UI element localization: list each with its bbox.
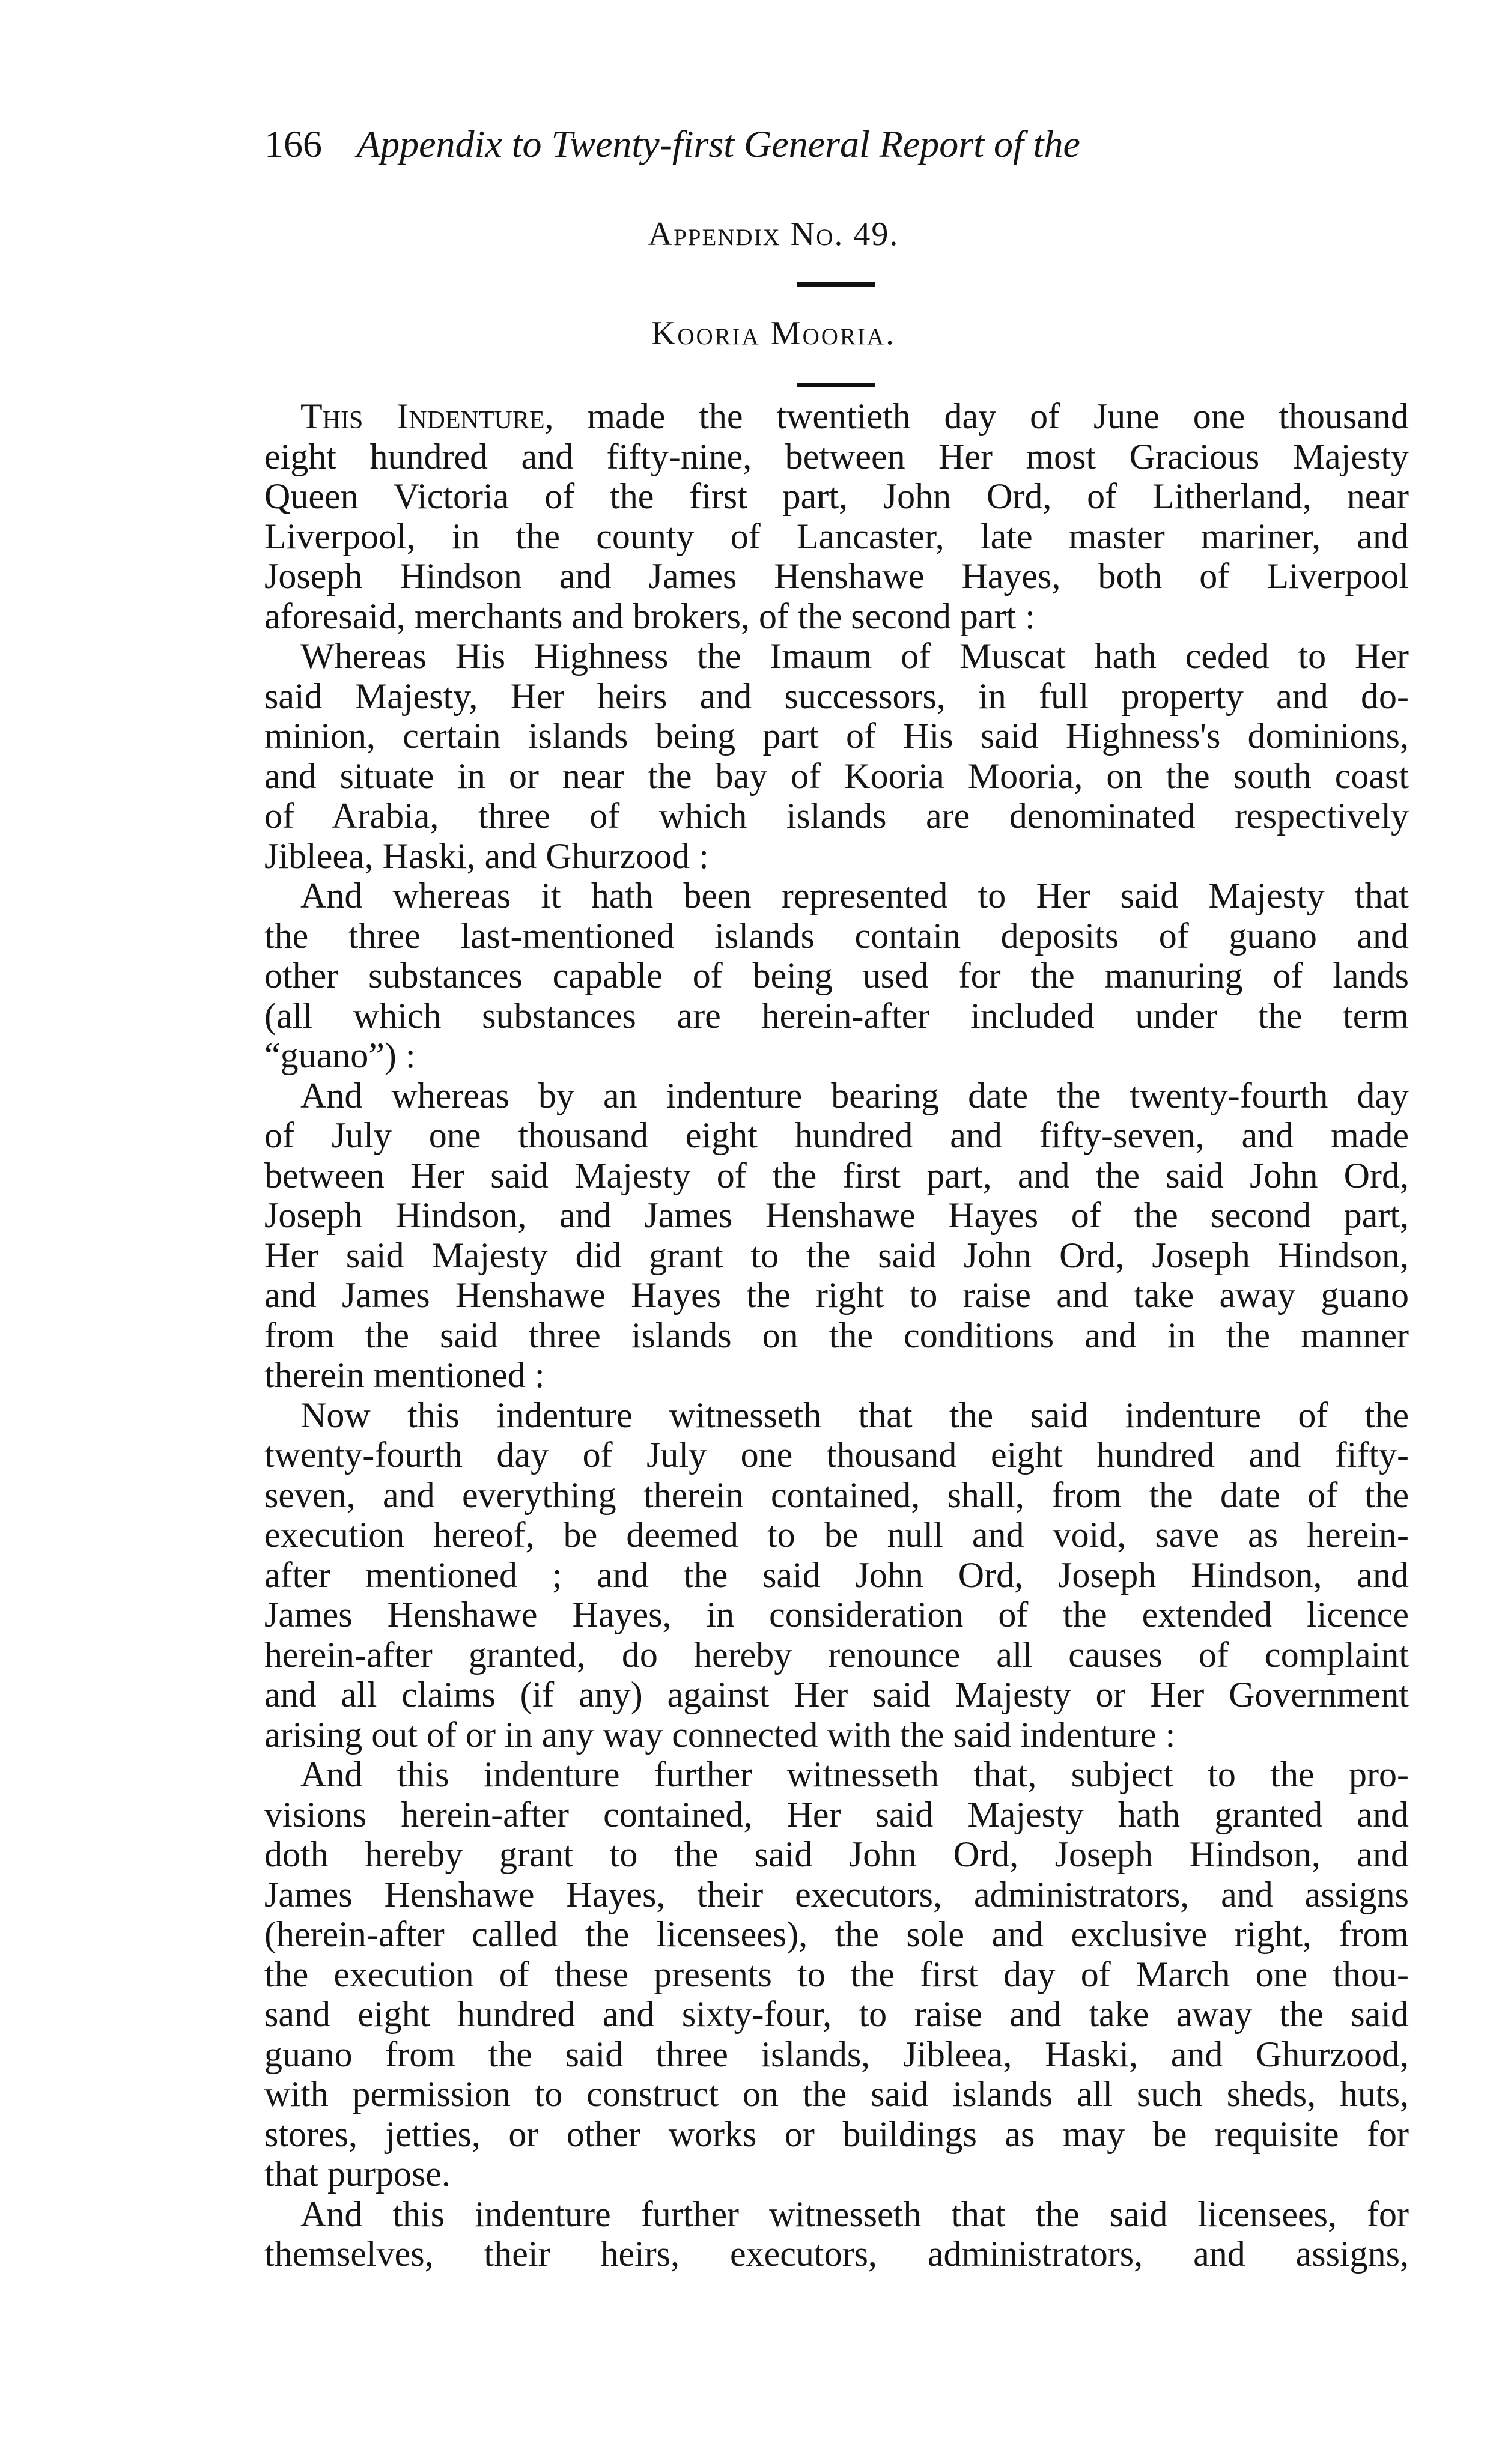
text-line: stores, jetties, or other works or buildings as may be requisite for: [264, 2114, 1409, 2154]
text-line: (herein-after called the licensees), the sole and exclusive right, from: [264, 1914, 1409, 1954]
text-line: therein mentioned :: [264, 1355, 545, 1395]
page-number: 166: [264, 123, 322, 165]
page-header: [264, 117, 1406, 171]
text-line: twenty-fourth day of July one thousand eight hundred and fifty-: [264, 1435, 1409, 1475]
text-line: of July one thousand eight hundred and fifty-seven, and made: [264, 1115, 1409, 1155]
text-line: guano from the said three islands, Jibleea, Haski, and Ghurzood,: [264, 2034, 1409, 2074]
text-line: Liverpool, in the county of Lancaster, late master mariner, and: [264, 516, 1409, 556]
text-line: the execution of these presents to the first day of March one thou-: [264, 1954, 1409, 1994]
text-line: And whereas it hath been represented to Her said Majesty that: [300, 876, 1409, 915]
text-line: eight hundred and fifty-nine, between Her most Gracious Majesty: [264, 436, 1409, 476]
text-line: Her said Majesty did grant to the said John Ord, Joseph Hindson,: [264, 1235, 1409, 1275]
text-line: and all claims (if any) against Her said Majesty or Her Government: [264, 1675, 1409, 1714]
text-line: This Indenture, made the twentieth day of June one thousand: [300, 396, 1409, 436]
text-line: Joseph Hindson and James Henshawe Hayes, both of Liverpool: [264, 556, 1409, 596]
text-line: Joseph Hindson, and James Henshawe Hayes of the second part,: [264, 1195, 1409, 1235]
text-line: sand eight hundred and sixty-four, to raise and take away the said: [264, 1994, 1409, 2034]
text-line: other substances capable of being used for the manuring of lands: [264, 956, 1409, 995]
text-line: of Arabia, three of which islands are denominated respectively: [264, 796, 1409, 836]
text-line: visions herein-after contained, Her said Majesty hath granted and: [264, 1794, 1409, 1834]
text-line: James Henshawe Hayes, in consideration of the extended licence: [264, 1595, 1409, 1634]
text-line: And whereas by an indenture bearing date the twenty-fourth day: [300, 1075, 1409, 1115]
text-line: Whereas His Highness the Imaum of Muscat hath ceded to Her: [300, 636, 1409, 676]
text-line: (all which substances are herein-after included under the term: [264, 995, 1409, 1036]
text-line: Jibleea, Haski, and Ghurzood :: [264, 836, 709, 876]
section-title: Kooria Mooria.: [651, 315, 896, 352]
text-line: Now this indenture witnesseth that the said indenture of the: [300, 1395, 1409, 1435]
section-rule: [797, 383, 875, 387]
text-line: seven, and everything therein contained, shall, from the date of the: [264, 1475, 1409, 1515]
text-line: And this indenture further witnesseth that the said licensees, for: [300, 2194, 1409, 2234]
text-line: “guano”) :: [264, 1036, 416, 1075]
text-line: minion, certain islands being part of His said Highness's dominions,: [264, 716, 1409, 756]
text-line: said Majesty, Her heirs and successors, in full property and do-: [264, 676, 1409, 716]
text-line: the three last-mentioned islands contain deposits of guano and: [264, 915, 1409, 956]
text-line: arising out of or in any way connected with the said indenture :: [264, 1714, 1176, 1755]
text-line: And this indenture further witnesseth that, subject to the pro-: [300, 1755, 1409, 1794]
text-line: James Henshawe Hayes, their executors, administrators, and assigns: [264, 1874, 1409, 1914]
text-line: themselves, their heirs, executors, administrators, and assigns,: [264, 2234, 1409, 2274]
text-line: that purpose.: [264, 2154, 451, 2194]
text-line: Queen Victoria of the first part, John Ord, of Litherland, near: [264, 476, 1409, 516]
appendix-title: Appendix No. 49.: [648, 216, 899, 253]
running-title: Appendix to Twenty-first General Report of the: [357, 123, 1080, 165]
text-line: execution hereof, be deemed to be null and void, save as herein-: [264, 1515, 1409, 1555]
title-rule: [797, 282, 875, 287]
text-line: from the said three islands on the conditions and in the manner: [264, 1315, 1409, 1355]
text-line: doth hereby grant to the said John Ord, Joseph Hindson, and: [264, 1834, 1409, 1874]
text-line: aforesaid, merchants and brokers, of the second part :: [264, 596, 1035, 636]
text-line: after mentioned ; and the said John Ord, Joseph Hindson, and: [264, 1555, 1409, 1595]
opening-small-caps: This Indenture,: [300, 396, 554, 436]
text-line: herein-after granted, do hereby renounce all causes of complaint: [264, 1634, 1409, 1675]
indenture-text: [264, 396, 1409, 2274]
text-line: with permission to construct on the said islands all such sheds, huts,: [264, 2074, 1409, 2114]
text-line: and situate in or near the bay of Kooria Mooria, on the south coast: [264, 756, 1409, 796]
text-line: and James Henshawe Hayes the right to raise and take away guano: [264, 1275, 1409, 1315]
text-line: between Her said Majesty of the first part, and the said John Ord,: [264, 1155, 1409, 1195]
